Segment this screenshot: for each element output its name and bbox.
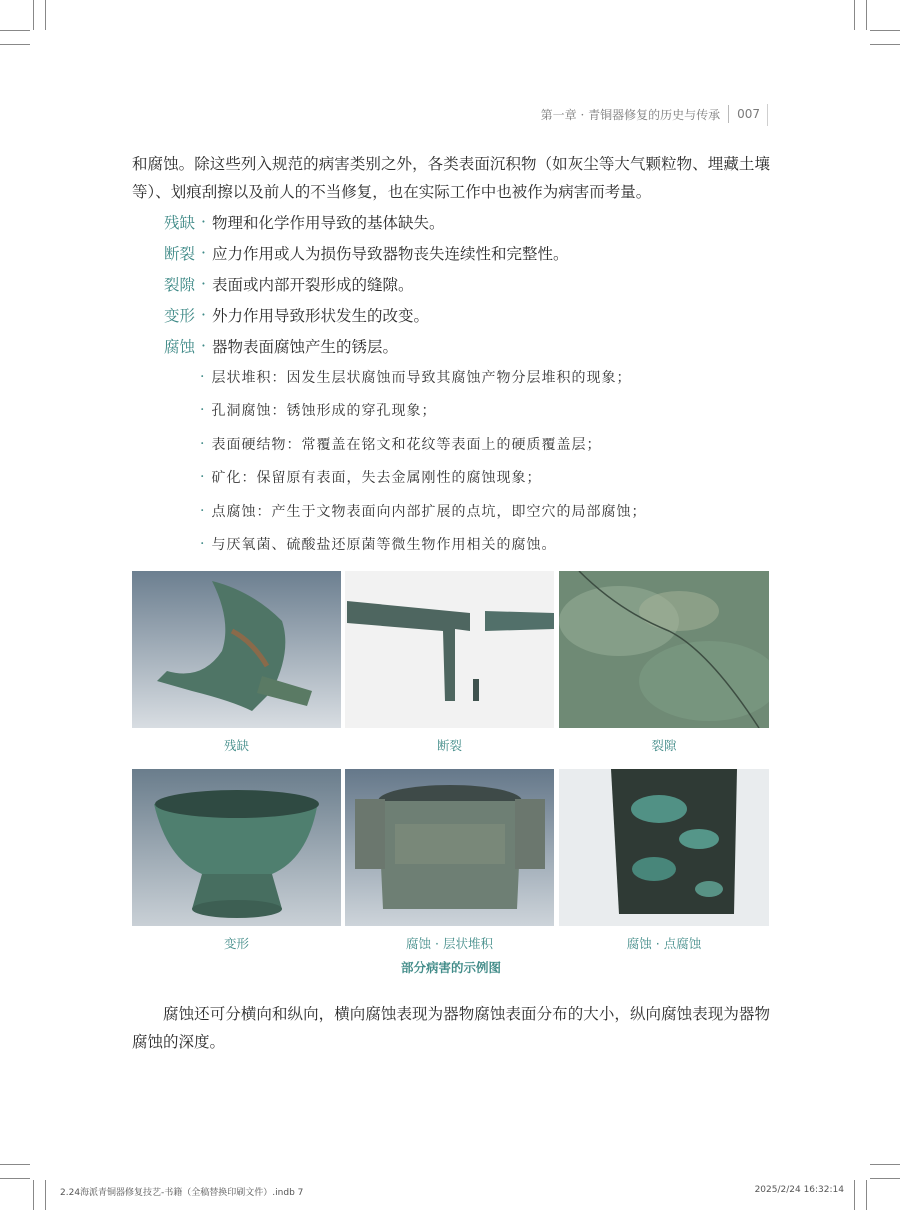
definition-term: 断裂 bbox=[164, 244, 196, 263]
crop-mark bbox=[870, 1178, 900, 1179]
caption-break: 断裂 bbox=[436, 738, 462, 753]
definition-text: 应力作用或人为损伤导致器物丧失连续性和完整性。 bbox=[211, 244, 569, 263]
bullet-dot: · bbox=[200, 368, 206, 385]
photo-pitting-corrosion bbox=[559, 769, 769, 926]
crop-mark bbox=[33, 0, 34, 30]
header-rule bbox=[767, 104, 768, 126]
corrosion-type-item bbox=[200, 394, 760, 428]
caption-fracture-missing: 残缺 bbox=[223, 738, 249, 753]
bullet-dot: · bbox=[200, 435, 206, 452]
caption-crack: 裂隙 bbox=[651, 738, 677, 753]
corrosion-type-text: 孔洞腐蚀：锈蚀形成的穿孔现象； bbox=[211, 403, 437, 420]
definition-term: 裂隙 bbox=[164, 275, 196, 294]
closing-block bbox=[132, 1000, 770, 1056]
corrosion-type-text: 点腐蚀：产生于文物表面向内部扩展的点坑，即空穴的局部腐蚀； bbox=[211, 503, 647, 520]
crop-mark bbox=[854, 0, 855, 30]
bullet-dot: · bbox=[200, 402, 206, 419]
crop-mark bbox=[0, 30, 30, 31]
definition-item bbox=[164, 299, 764, 330]
crop-mark bbox=[870, 1164, 900, 1165]
closing-paragraph: 腐蚀还可分横向和纵向，横向腐蚀表现为器物腐蚀表面分布的大小，纵向腐蚀表现为器物腐蚀的深度。 bbox=[132, 1005, 770, 1051]
crop-mark bbox=[0, 1164, 30, 1165]
intro-block bbox=[132, 150, 770, 206]
photo-crack-surface bbox=[559, 571, 769, 728]
definition-term: 变形 bbox=[164, 306, 196, 325]
corrosion-type-item bbox=[200, 494, 760, 528]
footer-file: 2.24海派青铜器修复技艺-书籍（全稿替换印刷文件）.indb 7 bbox=[60, 1188, 304, 1198]
definition-text: 外力作用导致形状发生的改变。 bbox=[211, 306, 429, 325]
definition-text: 器物表面腐蚀产生的锈层。 bbox=[211, 337, 398, 356]
definition-list bbox=[164, 206, 764, 361]
definition-text: 表面或内部开裂形成的缝隙。 bbox=[211, 275, 414, 294]
corrosion-type-item bbox=[200, 461, 760, 495]
corrosion-type-item bbox=[200, 360, 760, 394]
corrosion-type-text: 与厌氧菌、硫酸盐还原菌等微生物作用相关的腐蚀。 bbox=[211, 537, 557, 554]
running-head bbox=[541, 104, 760, 124]
definition-term: 残缺 bbox=[164, 213, 196, 232]
definition-item bbox=[164, 206, 764, 237]
photo-broken-blade bbox=[345, 571, 554, 728]
crop-mark bbox=[45, 1180, 46, 1210]
definition-item bbox=[164, 330, 764, 361]
caption-layered-corrosion: 腐蚀 · 层状堆积 bbox=[406, 936, 493, 951]
corrosion-type-item bbox=[200, 427, 760, 461]
middle-dot: · bbox=[201, 243, 206, 262]
crop-mark bbox=[33, 1180, 34, 1210]
caption-pitting-corrosion: 腐蚀 · 点腐蚀 bbox=[626, 936, 702, 951]
middle-dot: · bbox=[201, 274, 206, 293]
definition-item bbox=[164, 237, 764, 268]
definition-text: 物理和化学作用导致的基体缺失。 bbox=[211, 213, 445, 232]
corrosion-type-text: 矿化：保留原有表面，失去金属刚性的腐蚀现象； bbox=[211, 470, 542, 487]
page-number: 007 bbox=[737, 107, 760, 121]
caption-deformation: 变形 bbox=[223, 936, 249, 951]
crop-mark bbox=[0, 44, 30, 45]
chapter-title: 第一章 · 青铜器修复的历史与传承 bbox=[540, 107, 721, 122]
crop-mark bbox=[854, 1180, 855, 1210]
crop-mark bbox=[866, 0, 867, 30]
corrosion-type-text: 层状堆积：因发生层状腐蚀而导致其腐蚀产物分层堆积的现象； bbox=[211, 369, 632, 386]
crop-mark bbox=[866, 1180, 867, 1210]
corrosion-type-list bbox=[200, 360, 760, 561]
bullet-dot: · bbox=[200, 536, 206, 553]
corrosion-type-text: 表面硬结物：常覆盖在铭文和花纹等表面上的硬质覆盖层； bbox=[211, 436, 602, 453]
corrosion-type-item bbox=[200, 528, 760, 562]
intro-paragraph: 和腐蚀。除这些列入规范的病害类别之外，各类表面沉积物（如灰尘等大气颗粒物、埋藏土壤等）、划痕刮擦以及前人的不当修复，也在实际工作中也被作为病害而考量。 bbox=[132, 155, 770, 201]
photo-layered-corrosion bbox=[345, 769, 554, 926]
definition-item bbox=[164, 268, 764, 299]
definition-term: 腐蚀 bbox=[164, 337, 196, 356]
crop-mark bbox=[45, 0, 46, 30]
photo-deformed-vessel bbox=[132, 769, 341, 926]
middle-dot: · bbox=[201, 336, 206, 355]
header-divider bbox=[728, 105, 729, 123]
middle-dot: · bbox=[201, 305, 206, 324]
photo-broken-fragment bbox=[132, 571, 341, 728]
crop-mark bbox=[0, 1178, 30, 1179]
middle-dot: · bbox=[201, 212, 206, 231]
figure-title: 部分病害的示例图 bbox=[400, 960, 501, 975]
footer-timestamp: 2025/2/24 16:32:14 bbox=[754, 1185, 844, 1195]
bullet-dot: · bbox=[200, 469, 206, 486]
bullet-dot: · bbox=[200, 502, 206, 519]
crop-mark bbox=[870, 30, 900, 31]
crop-mark bbox=[870, 44, 900, 45]
